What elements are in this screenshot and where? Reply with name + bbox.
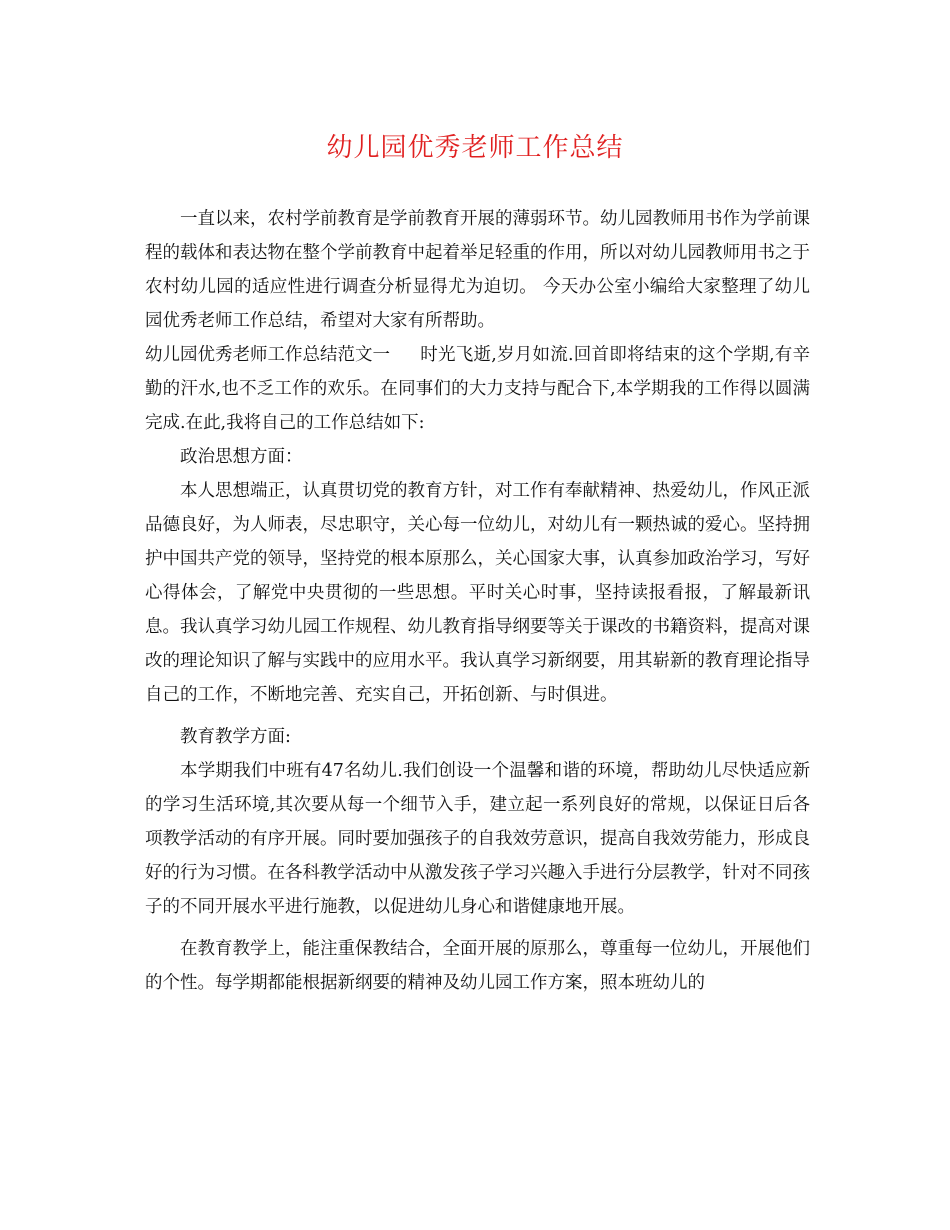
heading-teaching: 教育教学方面: <box>180 727 291 747</box>
page-title: 幼儿园优秀老师工作总结 <box>326 133 624 163</box>
sample-text: 时光飞逝,岁月如流.回首即将结束的这个学期,有辛勤的汗水,也不乏工作的欢乐。在同事们的大力支持与配合下,本学期我的工作得以圆满完成.在此,我将自己的工作总结如下: <box>145 345 810 433</box>
paragraph-teaching-2: 在教育教学上，能注重保教结合，全面开展的原那么，尊重每一位幼儿，开展他们的个性。每学期都能根据新纲要的精神及幼儿园工作方案，照本班幼儿的 <box>145 939 810 993</box>
heading-political: 政治思想方面： <box>180 447 303 467</box>
sample-paragraph <box>145 338 810 440</box>
paragraph-political: 本人思想端正，认真贯切党的教育方针，对工作有奉献精神、热爱幼儿，作风正派品德良好，为人师表，尽忠职守，关心每一位幼儿，对幼儿有一颗热诚的爱心。坚持拥护中国共产党的领导，坚持党的根本原那么，关心国家大事，认真参加政治学习，写好心得体会，了解党中央贯彻的一些思想。平时关心时事，坚持读报看报，了解最新讯息。我认真学习幼儿园工作规程、幼儿教育指导纲要等关于课改的书籍资料，提高对课改的理论知识了解与实践中的应用水平。我认真学习新纲要，用其崭新的教育理论指导自己的工作，不断地完善、充实自己，开拓创新、与时俱进。 <box>145 481 810 705</box>
intro-paragraph: 一直以来，农村学前教育是学前教育开展的薄弱环节。幼儿园教师用书作为学前课程的载体和表达物在整个学前教育中起着举足轻重的作用，所以对幼儿园教师用书之于农村幼儿园的适应性进行调查分析显得尤为迫切。 今天办公室小编给大家整理了幼儿园优秀老师工作总结，希望对大家有所帮助。 <box>145 209 810 331</box>
sample-label: 幼儿园优秀老师工作总结范文一 <box>145 345 390 365</box>
paragraph-teaching-1: 本学期我们中班有47名幼儿.我们创设一个温馨和谐的环境，帮助幼儿尽快适应新的学习生活环境,其次要从每一个细节入手，建立起一系列良好的常规，以保证日后各项教学活动的有序开展。同时要加强孩子的自我效劳意识，提高自我效劳能力，形成良好的行为习惯。在各科教学活动中从激发孩子学习兴趣入手进行分层教学，针对不同孩子的不同开展水平进行施教，以促进幼儿身心和谐健康地开展。 <box>145 761 810 917</box>
document-body <box>145 202 810 1000</box>
